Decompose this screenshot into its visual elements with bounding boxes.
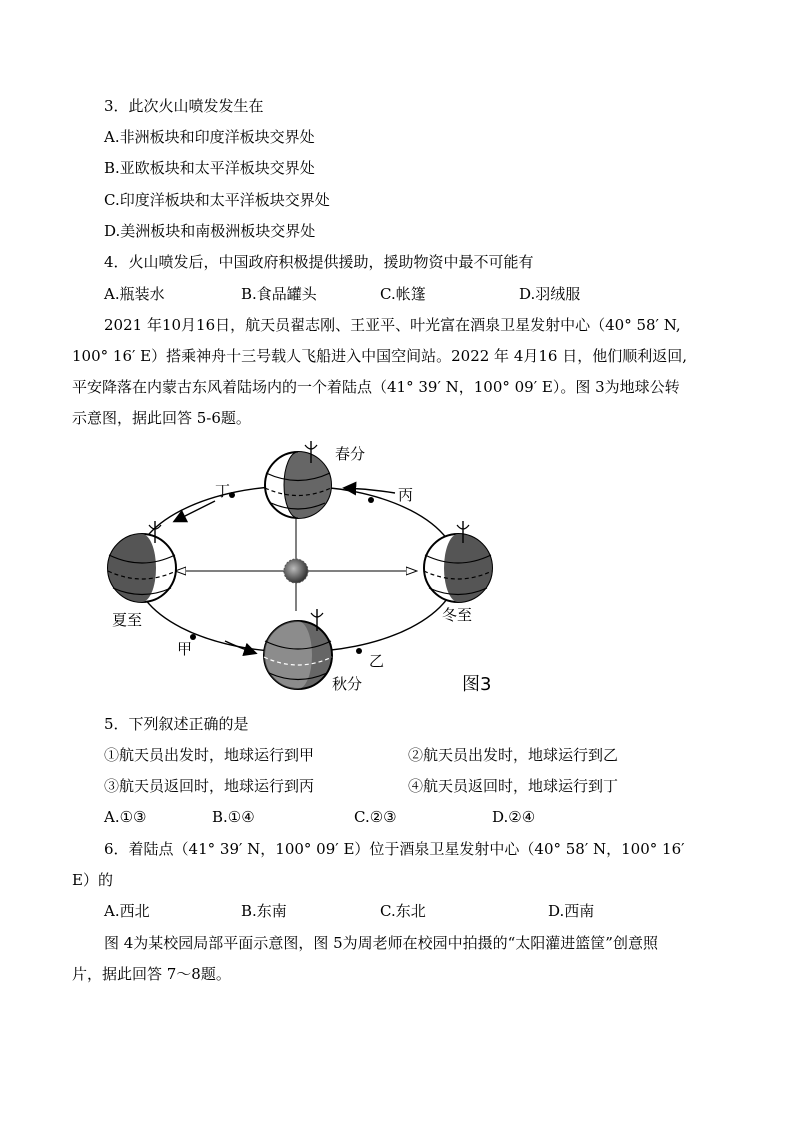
label-bing: 丙 [398, 486, 414, 504]
label-jia: 甲 [177, 640, 193, 658]
globe-autumn-equinox [264, 609, 332, 689]
figure-caption: 图3 [462, 674, 492, 695]
q3-option-b: B.亚欧板块和太平洋板块交界处 [104, 159, 315, 177]
globe-spring-equinox [265, 441, 331, 518]
q5-option-b: B.①④ [212, 808, 255, 826]
q5-statement-4: ④航天员返回时，地球运行到丁 [408, 777, 619, 795]
q5-statement-3: ③航天员返回时，地球运行到丙 [104, 777, 315, 795]
q5-stem: 5．下列叙述正确的是 [104, 715, 249, 733]
q6-stem-line2: E）的 [72, 871, 113, 889]
q5-option-d: D.②④ [492, 808, 536, 826]
label-yi: 乙 [369, 652, 385, 670]
label-winter-solstice: 冬至 [442, 606, 473, 624]
passage2-line2: 片，据此回答 7～8题。 [72, 965, 231, 983]
label-summer-solstice: 夏至 [112, 611, 143, 629]
passage1-line4: 示意图，据此回答 5-6题。 [72, 409, 251, 427]
q6-option-c: C.东北 [380, 902, 426, 920]
q5-statement-1: ①航天员出发时，地球运行到甲 [104, 746, 315, 764]
passage1-line1: 2021 年10月16日，航天员翟志刚、王亚平、叶光富在酒泉卫星发射中心（40° 58′ N, [104, 316, 681, 334]
label-spring-equinox: 春分 [335, 445, 366, 463]
q6-stem-line1: 6．着陆点（41° 39′ N，100° 09′ E）位于酒泉卫星发射中心（40° 58′ N，100° 16′ [104, 840, 685, 858]
q4-option-b: B.食品罐头 [241, 285, 317, 303]
orbit-dot-bing [368, 497, 374, 503]
passage1-line2: 100° 16′ E）搭乘神舟十三号载人飞船进入中国空间站。2022 年 4月16 日，他们顺利返回, [72, 347, 687, 365]
q4-option-d: D.羽绒服 [519, 285, 581, 303]
orbit-arrow-bottom [225, 641, 255, 653]
q5-statement-2: ②航天员出发时，地球运行到乙 [408, 746, 619, 764]
q3-stem: 3．此次火山喷发发生在 [104, 97, 264, 115]
q3-option-d: D.美洲板块和南极洲板块交界处 [104, 222, 316, 240]
passage2-line1: 图 4为某校园局部平面示意图，图 5为周老师在校园中拍摄的“太阳灌进篮筐”创意照 [104, 934, 658, 952]
q3-option-a: A.非洲板块和印度洋板块交界处 [104, 128, 315, 146]
orbit-dot-yi [356, 648, 362, 654]
q5-option-a: A.①③ [104, 808, 147, 826]
q6-option-d: D.西南 [548, 902, 595, 920]
label-autumn-equinox: 秋分 [332, 675, 363, 693]
q6-option-b: B.东南 [241, 902, 287, 920]
label-ding: 丁 [215, 482, 231, 500]
q4-option-c: C.帐篷 [380, 285, 426, 303]
globe-summer-solstice [108, 521, 176, 602]
q6-option-a: A.西北 [104, 902, 150, 920]
q4-option-a: A.瓶装水 [104, 285, 165, 303]
q5-option-c: C.②③ [354, 808, 397, 826]
globe-winter-solstice [424, 521, 492, 602]
q4-stem: 4．火山喷发后，中国政府积极提供援助，援助物资中最不可能有 [104, 253, 534, 271]
earth-revolution-figure [95, 433, 515, 703]
sun-icon [284, 559, 308, 583]
passage1-line3: 平安降落在内蒙古东风着陆场内的一个着陆点（41° 39′ N，100° 09′ E）。图 3为地球公转 [72, 378, 680, 396]
q3-option-c: C.印度洋板块和太平洋板块交界处 [104, 191, 330, 209]
